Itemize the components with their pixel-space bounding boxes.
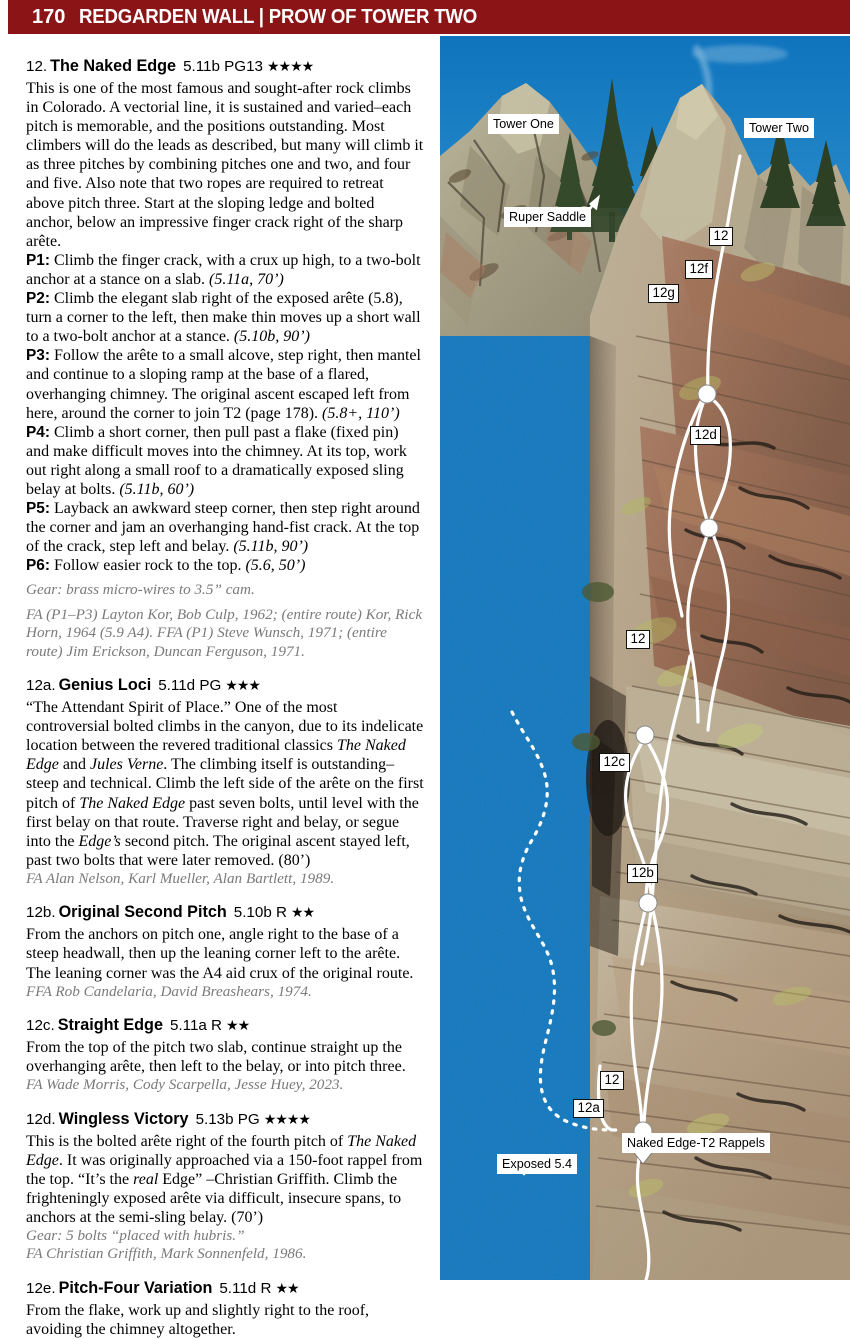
photo-label-ruper-saddle: Ruper Saddle <box>504 207 591 227</box>
photo-label-route-12-low: 12 <box>600 1071 624 1090</box>
route-grade: 5.10b R <box>233 904 287 922</box>
pitch-text: Layback an awkward steep corner, then step right around the corner and jam an overhanging hand-fist crack. At the top of the crack, step left and belay. <box>26 500 420 556</box>
route-name: Genius Loci <box>58 676 152 695</box>
route-heading-12a <box>26 675 424 697</box>
route-description: This is one of the most famous and sought-after rock climbs in Colorado. A vectorial line, it is sustained and varied–each pitch is memorable, and the positions outstanding. Most climbers will do the leads as described, but many will climb it as three pitches by combining pitches one and two, and four and five. Also note that two ropes are required to retreat above pitch three. Start at the sloping ledge and bolted anchor, below an impressive finger crack right of the sharp arête. <box>26 80 424 250</box>
route-grade: 5.11a R <box>169 1017 223 1034</box>
pitch-text: Climb the finger crack, with a crux up high, to a two-bolt anchor at a stance on a slab. <box>26 251 421 288</box>
pitch-label: P3: <box>26 347 50 365</box>
page-header <box>8 0 850 34</box>
pitch-label: P1: <box>26 251 50 269</box>
photo-label-route-12g: 12g <box>648 284 679 303</box>
route-number: 12d. <box>26 1110 56 1128</box>
photo-label-route-12d: 12d <box>690 426 721 445</box>
pitch-stats: (5.11b, 60’) <box>119 480 195 498</box>
page-number: 170 <box>32 5 66 28</box>
route-name: The Naked Edge <box>50 57 177 75</box>
photo-label-route-12f: 12f <box>685 260 713 279</box>
route-heading-12e <box>26 1278 424 1300</box>
pitch-stats: (5.8+, 110’) <box>322 404 400 422</box>
pitch-line-p1 <box>26 251 424 289</box>
route-grade: 5.13b PG <box>195 1110 260 1128</box>
pitch-text: Climb a short corner, then pull past a flake (fixed pin) and make difficult moves into the chimney. At its top, work out right along a small roof to a dramatically exposed sling belay at bolts. <box>26 423 407 498</box>
route-description: “The Attendant Spirit of Place.” One of the most controversial bolted climbs in the canyon, due to its indelicate location between the revered traditional classics The Naked Edge and Jules Verne. The climbing itself is outstanding–steep and technical. Climb the left side of the arête on the first pitch of The Naked Edge past seven bolts, until level with the first belay on that route. Traverse right and belay, or segue into the Edge’s second pitch. The original ascent stayed left, past two bolts that were later removed. (80’) <box>26 699 424 869</box>
route-grade: 5.11b PG13 <box>183 58 263 75</box>
route-name: Straight Edge <box>57 1016 163 1034</box>
pitch-stats: (5.6, 50’) <box>245 557 306 575</box>
route-number: 12a. <box>26 677 56 695</box>
route-heading-12 <box>26 56 424 78</box>
route-stars: ★★★★ <box>263 1112 310 1128</box>
photo-label-route-12-top: 12 <box>709 227 733 246</box>
pitch-text: Follow easier rock to the top. <box>49 557 246 575</box>
photo-label-exposed-54: Exposed 5.4 <box>497 1154 577 1174</box>
pitch-stats: (5.11b, 90’) <box>233 538 309 556</box>
photo-label-tower-one: Tower One <box>488 114 559 134</box>
route-entry-12b <box>26 902 424 1001</box>
route-heading-12d <box>26 1109 424 1131</box>
route-description: From the flake, work up and slightly right to the roof, avoiding the chimney altogether. <box>26 1301 370 1338</box>
route-stars: ★★ <box>290 906 315 922</box>
pitch-stats: (5.11a, 70’) <box>209 270 284 288</box>
pitch-label: P5: <box>26 500 50 518</box>
route-description: This is the bolted arête right of the fourth pitch of The Naked Edge. It was originally approached via a 150-foot rappel from the top. “It’s the real Edge” –Christian Griffith. Climb the frighteningly exposed arête via difficult, insecure spans, to anchors at the semi-sling belay. (70’) <box>26 1132 423 1226</box>
route-name: Pitch-Four Variation <box>58 1278 213 1297</box>
pitch-text: Follow the arête to a small alcove, step right, then mantel and continue to a sloping ramp at the base of a flared, overhanging chimney. The original ascent escaped left from here, around the corner to join T2 (page 178). <box>26 347 421 422</box>
route-entry-12e <box>26 1278 424 1339</box>
pitch-line-p2 <box>26 289 424 346</box>
pitch-line-p6 <box>26 556 424 575</box>
route-grade: 5.11d PG <box>158 677 222 695</box>
pitch-stats: (5.10b, 90’) <box>233 328 310 346</box>
route-grade: 5.11d R <box>219 1279 272 1297</box>
route-entry-12c <box>26 1015 424 1095</box>
route-name: Wingless Victory <box>58 1109 189 1128</box>
pitch-label: P2: <box>26 290 50 308</box>
route-topo-photo <box>440 36 850 1280</box>
pitch-text: Climb the elegant slab right of the exposed arête (5.8), turn a corner to the left, then make thin moves up a short wall to a two-bolt anchor at a stance. <box>26 290 421 346</box>
pitch-label: P4: <box>26 423 50 441</box>
pitch-line-p4 <box>26 423 424 499</box>
route-entry-12d <box>26 1109 424 1264</box>
route-first-ascent: FA Wade Morris, Cody Scarpella, Jesse Huey, 2023. <box>26 1076 344 1094</box>
route-description: From the anchors on pitch one, angle right to the base of a steep headwall, then up the leaning corner left to the arête. The leaning corner was the A4 aid crux of the original route. <box>26 926 414 982</box>
route-number: 12e. <box>26 1279 56 1297</box>
route-stars: ★★ <box>275 1281 299 1297</box>
route-entry-12 <box>26 56 424 661</box>
route-number: 12. <box>26 58 48 75</box>
photo-label-tower-two: Tower Two <box>744 118 814 138</box>
photo-label-route-12a: 12a <box>573 1099 604 1118</box>
pitch-label: P6: <box>26 557 50 575</box>
photo-label-route-12b: 12b <box>627 864 658 883</box>
route-heading-12b <box>26 902 424 924</box>
route-heading-12c <box>26 1015 424 1037</box>
route-first-ascent: FFA Rob Candelaria, David Breashears, 1974. <box>26 982 312 1000</box>
route-number: 12b. <box>26 904 56 922</box>
route-description: From the top of the pitch two slab, continue straight up the overhanging arête, then left to the belay, or into pitch three. <box>26 1039 406 1076</box>
route-first-ascent: FA (P1–P3) Layton Kor, Bob Culp, 1962; (entire route) Kor, Rick Horn, 1964 (5.9 A4). FFA (P1) Steve Wunsch, 1971; (entire route) Jim Erickson, Duncan Ferguson, 1971. <box>26 605 423 660</box>
photo-label-route-12c: 12c <box>599 753 630 772</box>
page-title: REDGARDEN WALL | PROW OF TOWER TWO <box>79 5 478 28</box>
route-name: Original Second Pitch <box>58 903 227 922</box>
photo-label-route-12-mid: 12 <box>626 630 650 649</box>
route-number: 12c. <box>26 1017 55 1034</box>
pitch-line-p5 <box>26 499 424 556</box>
route-first-ascent: FA Alan Nelson, Karl Mueller, Alan Bartlett, 1989. <box>26 869 335 887</box>
route-gear: Gear: 5 bolts “placed with hubris.” <box>26 1227 245 1245</box>
route-first-ascent: FA Christian Griffith, Mark Sonnenfeld, 1986. <box>26 1245 307 1263</box>
pitch-line-p3 <box>26 346 424 422</box>
photo-label-naked-edge-rappels: Naked Edge-T2 Rappels <box>622 1133 770 1153</box>
route-description-column <box>26 56 424 1338</box>
route-stars: ★★★ <box>225 679 260 695</box>
route-entry-12a <box>26 675 424 888</box>
route-stars: ★★ <box>226 1019 250 1034</box>
route-gear: Gear: brass micro-wires to 3.5” cam. <box>26 581 255 599</box>
route-stars: ★★★★ <box>267 60 314 75</box>
